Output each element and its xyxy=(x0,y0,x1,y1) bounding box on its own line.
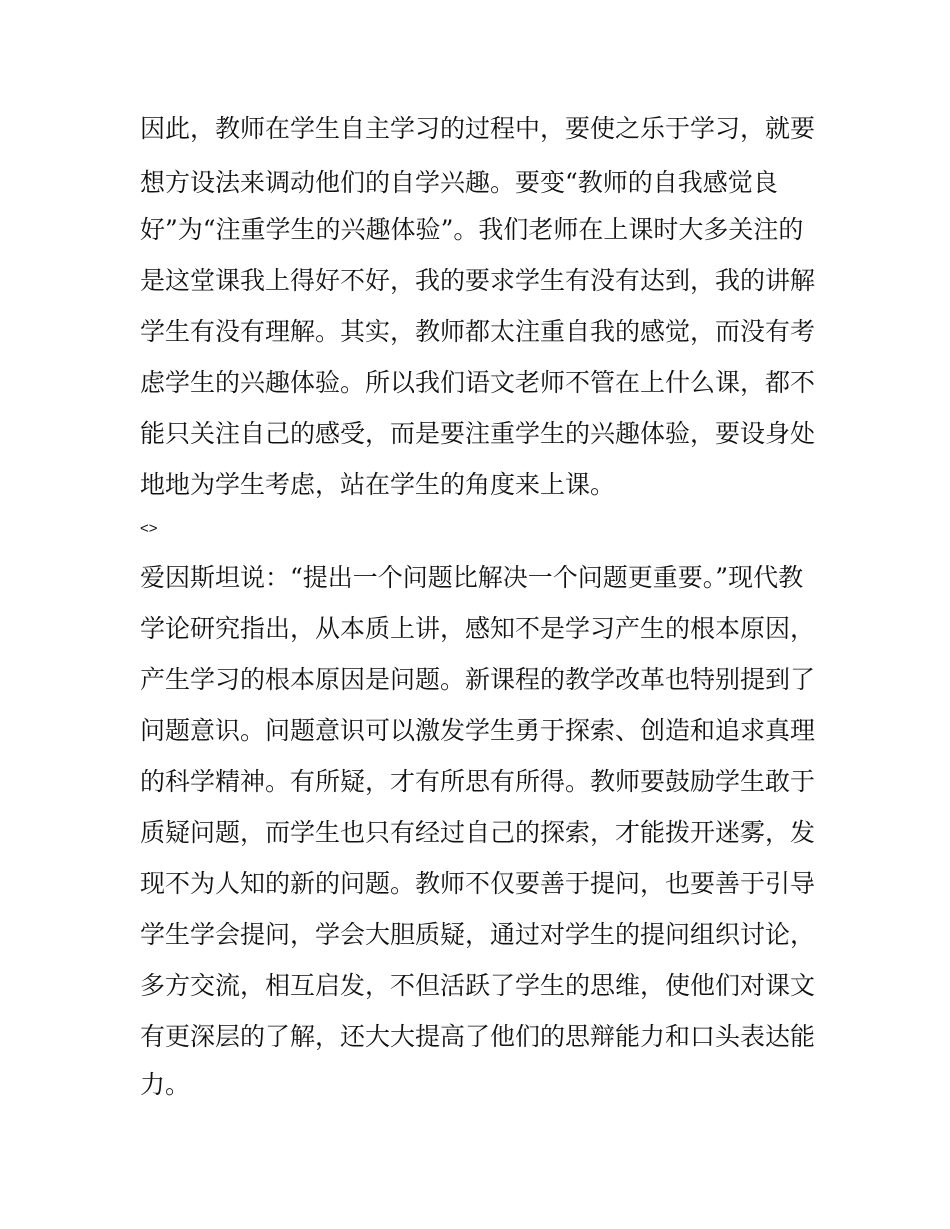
section-separator: <> xyxy=(140,520,158,537)
text-line: 有更深层的了解，还大大提高了他们的思辩能力和口头表达能 xyxy=(140,1022,816,1051)
text-line: 学论研究指出，从本质上讲，感知不是学习产生的根本原因， xyxy=(140,614,816,643)
text-line: 虑学生的兴趣体验。所以我们语文老师不管在上什么课，都不 xyxy=(140,368,816,397)
text-line: 地地为学生考虑，站在学生的角度来上课。 xyxy=(140,470,616,499)
text-line: 产生学习的根本原因是问题。新课程的教学改革也特别提到了 xyxy=(140,665,816,694)
text-line: 多方交流，相互启发，不但活跃了学生的思维，使他们对课文 xyxy=(140,971,816,1000)
text-line: 力。 xyxy=(140,1070,191,1099)
text-line: 爱因斯坦说：“提出一个问题比解决一个问题更重要。”现代教 xyxy=(140,563,804,592)
text-line: 能只关注自己的感受，而是要注重学生的兴趣体验，要设身处 xyxy=(140,419,816,448)
text-line: 质疑问题，而学生也只有经过自己的探索，才能拨开迷雾，发 xyxy=(140,818,816,847)
text-line: 问题意识。问题意识可以激发学生勇于探索、创造和追求真理 xyxy=(140,716,816,745)
text-line: 学生有没有理解。其实，教师都太注重自我的感觉，而没有考 xyxy=(140,317,816,346)
text-line: 是这堂课我上得好不好，我的要求学生有没有达到，我的讲解 xyxy=(140,266,816,295)
text-line: 想方设法来调动他们的自学兴趣。要变“教师的自我感觉良 xyxy=(140,168,778,197)
text-line: 好”为“注重学生的兴趣体验”。我们老师在上课时大多关注的 xyxy=(140,215,804,244)
text-line: 现不为人知的新的问题。教师不仅要善于提问，也要善于引导 xyxy=(140,869,816,898)
text-line: 的科学精神。有所疑，才有所思有所得。教师要鼓励学生敢于 xyxy=(140,767,816,796)
text-line: 学生学会提问，学会大胆质疑，通过对学生的提问组织讨论， xyxy=(140,920,816,949)
text-line: 因此，教师在学生自主学习的过程中，要使之乐于学习，就要 xyxy=(140,114,816,143)
